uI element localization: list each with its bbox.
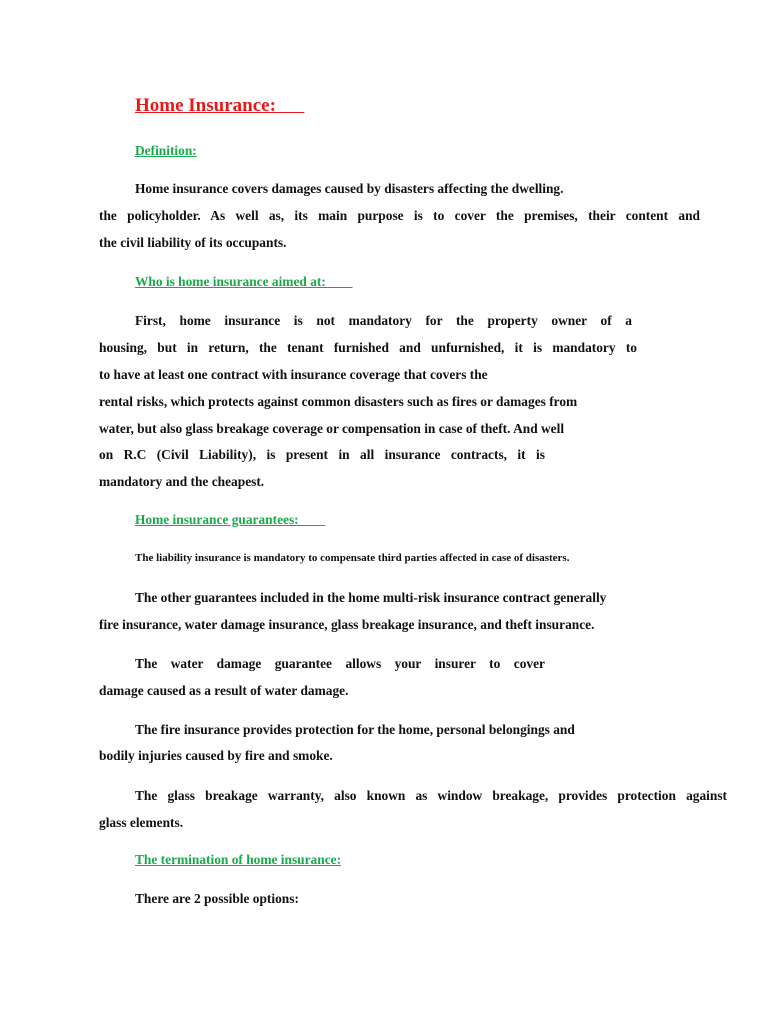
aimed-line-6: on R.C (Civil Liability), is present in all insurance contracts, it is [99, 447, 545, 462]
guarantees-p4-line-2: glass elements. [99, 815, 184, 830]
definition-line-3: the civil liability of its occupants. [99, 235, 287, 250]
aimed-line-2: housing, but in return, the tenant furnished and unfurnished, it is mandatory to [99, 340, 637, 355]
termination-line: There are 2 possible options: [135, 891, 299, 906]
guarantees-p1-line-1: The other guarantees included in the home multi-risk insurance contract generally [135, 590, 607, 605]
termination-heading: The termination of home insurance: [135, 852, 342, 867]
guarantees-p2-line-2: damage caused as a result of water damage. [99, 683, 349, 698]
definition-line-2: the policyholder. As well as, its main purpose is to cover the premises, their content and [99, 208, 700, 223]
guarantees-note: The liability insurance is mandatory to compensate third parties affected in case of disasters. [135, 552, 570, 564]
page-title: Home Insurance: [135, 95, 305, 116]
guarantees-p3-line-2: bodily injuries caused by fire and smoke. [99, 748, 333, 763]
aimed-line-5: water, but also glass breakage coverage or compensation in case of theft. And well [99, 421, 565, 436]
guarantees-p1-line-2: fire insurance, water damage insurance, glass breakage insurance, and theft insurance. [99, 617, 595, 632]
guarantees-p2-line-1: The water damage guarantee allows your insurer to cover [135, 656, 545, 671]
guarantees-p3-line-1: The fire insurance provides protection for the home, personal belongings and [135, 722, 575, 737]
guarantees-heading: Home insurance guarantees: [135, 512, 326, 527]
definition-line-1: Home insurance covers damages caused by disasters affecting the dwelling. [135, 181, 564, 196]
guarantees-p4-line-1: The glass breakage warranty, also known as window breakage, provides protection against [135, 788, 727, 803]
definition-heading: Definition: [135, 143, 197, 158]
aimed-line-4: rental risks, which protects against common disasters such as fires or damages from [99, 394, 578, 409]
aimed-line-3: to have at least one contract with insurance coverage that covers the [99, 367, 488, 382]
aimed-heading: Who is home insurance aimed at: [135, 274, 353, 289]
aimed-line-7: mandatory and the cheapest. [99, 474, 265, 489]
aimed-line-1: First, home insurance is not mandatory for the property owner of a [135, 313, 632, 328]
